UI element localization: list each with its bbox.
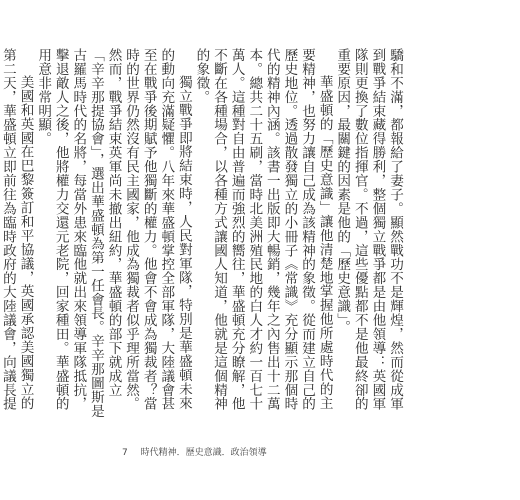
paragraph: 美國和英國在巴黎簽訂和平協議，英國承認美國獨立的第二天，華盛頓立即前往為臨時政府的大陸議會，向議長提 [0,48,34,411]
paragraph: 獨立戰爭即將結束時，人民對軍隊，特別是華盛頓未來的動向充滿疑懼。八年來華盛頓掌控全部軍隊，大陸議會甚至在戰爭後期賦予他獨斷的權力。他會不會成為獨裁者？當時的世界仍然沒有民主國家，他成為獨裁者似乎理所當然。然而，戰爭結束英軍尚未撤出紐約，華盛頓的部下就成立「辛辛那提協會」，選出華盛頓為第一任會長。辛辛那圖斯是古羅馬時代的名將，每當外患來臨他就出來領導軍隊抵抗，擊退敵人之後，他將權力交還元老院，回家種田。華盛頓的用意非常明顯。 [35,48,192,418]
running-title: 時代精神．歷史意識．政治領導 [140,448,267,458]
vertical-text-body [0,48,403,418]
paragraph: 華盛頓的「歷史意識」讓他清楚地掌握他所處時代的主要精神，也努力讓自己成為該精神的象徵。從而建立自己的歷史地位。透過散發獨立的小冊子《常識》充分顯示那個時代的精神內涵。該書一出版即大暢銷，幾年之內售出十二萬本。總共二十五刷，當時北美洲殖民地的白人才約一百七十萬人。這種對自由普遍而強烈的嚮往，華盛頓充分瞭解，他不斷在各種場合，以各種方式讓國人知道，他就是這個精神的象徵。 [193,48,333,411]
paragraph: 驕和不滿，都報給了妻子。顯然戰功不是輝煌，然而從成軍到戰爭結束藏得勝利，整個獨立戰爭都是由他領導：英國軍隊則更換了數位指揮官。不過，這些優點都不是他最終卻的重要原因，最關鍵的因素是他的「歷史意識」。 [334,48,403,411]
page-footer [122,445,267,458]
page-number: 7 [122,448,128,458]
